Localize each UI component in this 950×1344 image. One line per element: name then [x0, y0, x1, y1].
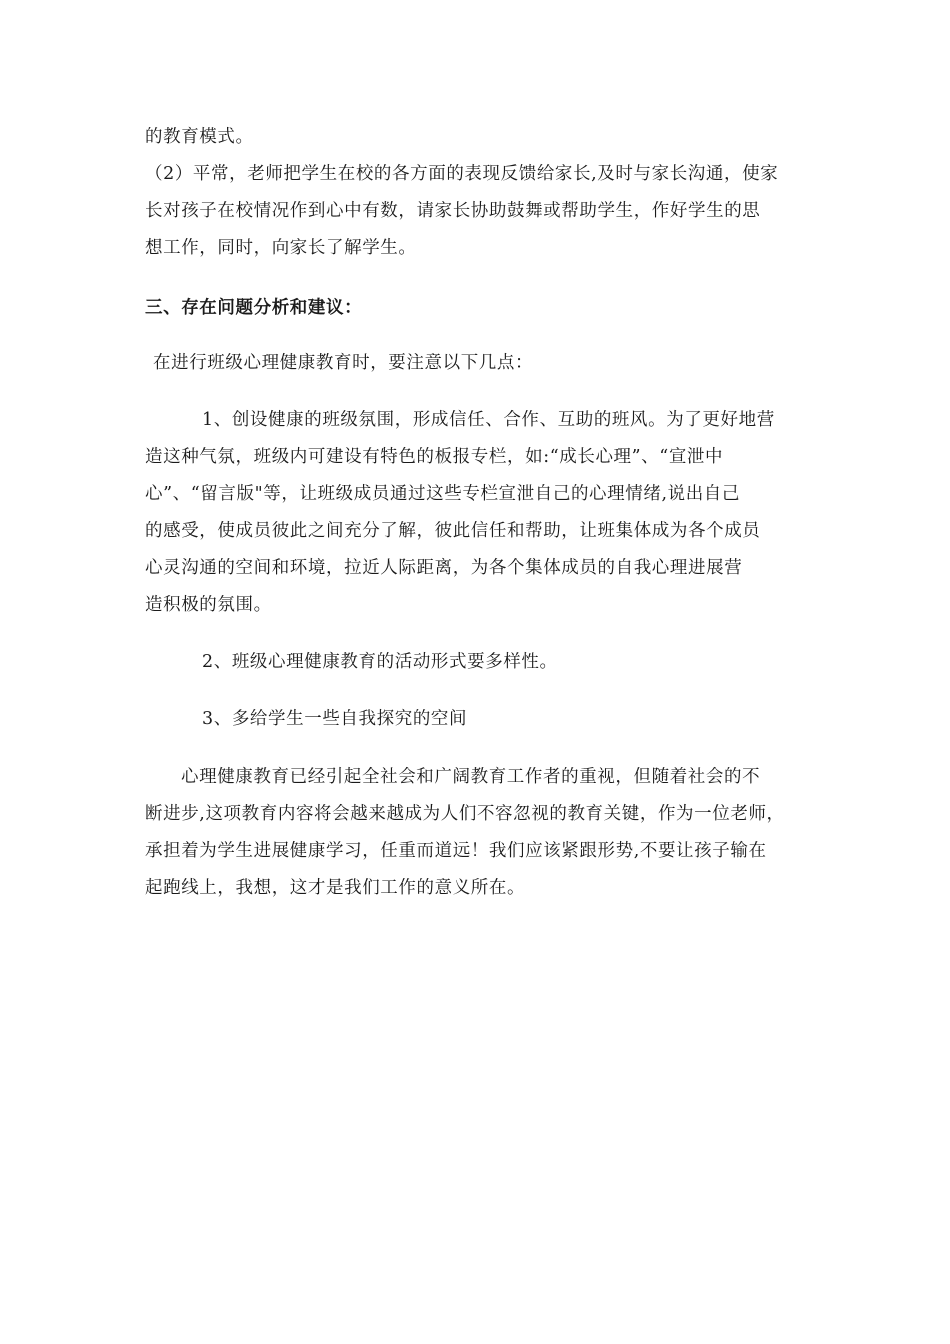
closing-line-3: 承担着为学生进展健康学习，任重而道远！我们应该紧跟形势,不要让孩子输在 — [145, 841, 767, 861]
lead-sentence: 在进行班级心理健康教育时，要注意以下几点： — [153, 353, 534, 373]
intro-line-1: 的教育模式。 — [145, 127, 254, 147]
intro-line-4: 想工作，同时，向家长了解学生。 — [145, 238, 417, 258]
section-heading: 三、存在问题分析和建议： — [145, 298, 363, 318]
closing-line-2: 断进步,这项教育内容将会越来越成为人们不容忽视的教育关键，作为一位老师， — [145, 804, 785, 824]
intro-line-2: （2）平常，老师把学生在校的各方面的表现反馈给家长,及时与家长沟通，使家 — [145, 164, 779, 184]
point1-line-1: 1、创设健康的班级氛围，形成信任、合作、互助的班风。为了更好地营 — [202, 410, 775, 430]
point3: 3、多给学生一些自我探究的空间 — [202, 709, 468, 729]
point1-line-3: 心”、“留言版"等，让班级成员通过这些专栏宣泄自己的心理情绪,说出自己 — [145, 484, 741, 504]
point1-line-5: 心灵沟通的空间和环境，拉近人际距离，为各个集体成员的自我心理进展营 — [145, 558, 743, 578]
closing-line-1: 心理健康教育已经引起全社会和广阔教育工作者的重视，但随着社会的不 — [181, 767, 761, 787]
point1-line-6: 造积极的氛围。 — [145, 595, 272, 615]
point1-line-4: 的感受，使成员彼此之间充分了解，彼此信任和帮助，让班集体成为各个成员 — [145, 521, 761, 541]
point1-line-2: 造这种气氛，班级内可建设有特色的板报专栏，如:“成长心理”、“宣泄中 — [145, 447, 724, 467]
closing-line-4: 起跑线上，我想，这才是我们工作的意义所在。 — [145, 878, 526, 898]
point2: 2、班级心理健康教育的活动形式要多样性。 — [202, 652, 558, 672]
intro-line-3: 长对孩子在校情况作到心中有数，请家长协助鼓舞或帮助学生，作好学生的思 — [145, 201, 761, 221]
